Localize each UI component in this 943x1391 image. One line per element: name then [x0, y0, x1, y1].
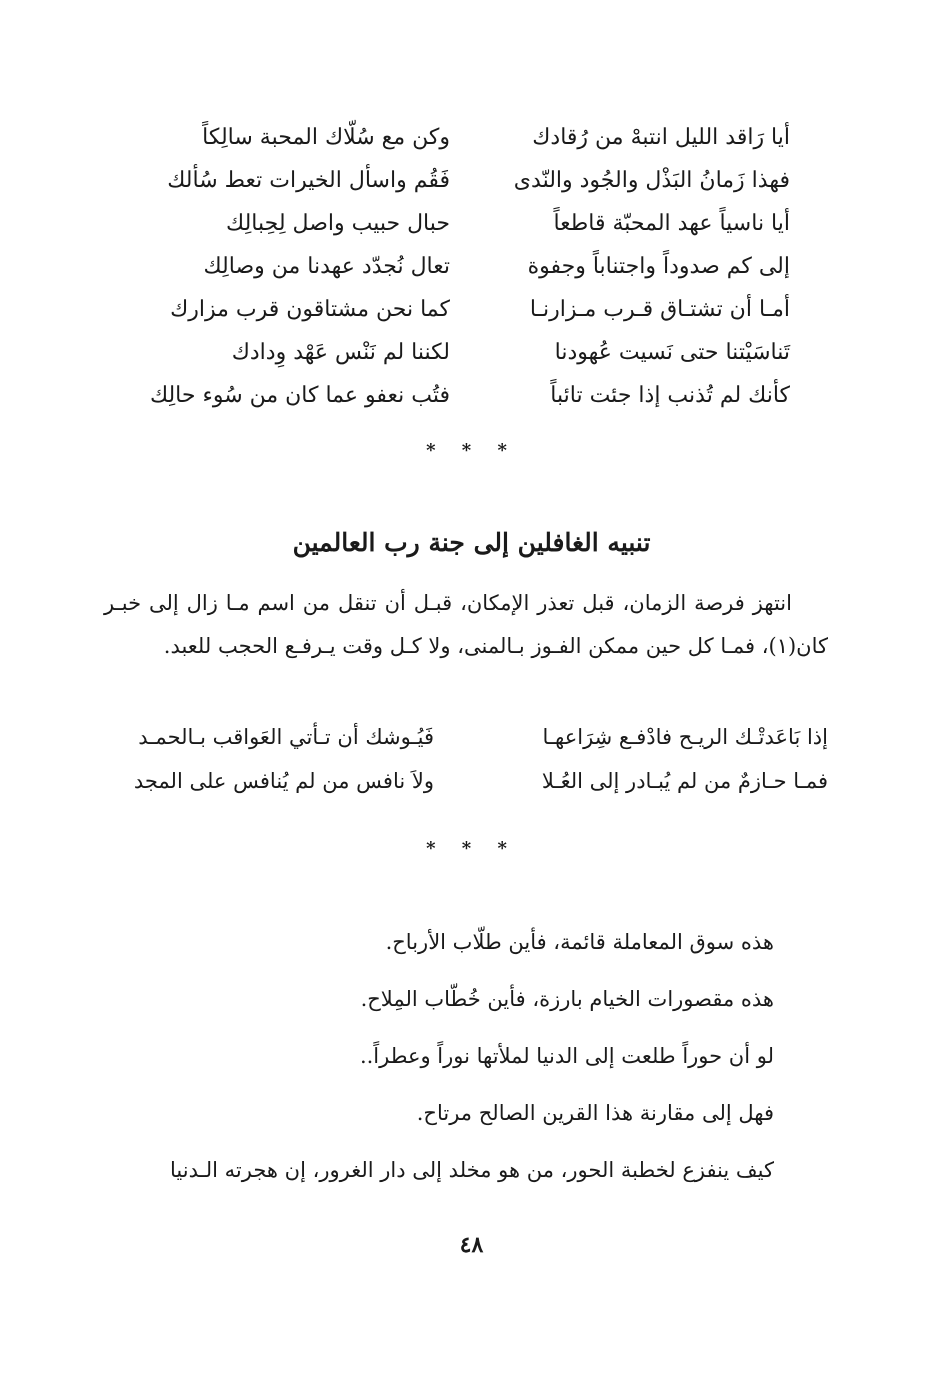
prose-paragraph — [104, 582, 828, 668]
verse-first-hemistich: إذا بَاعَدتْـك الريـح فادْفـع شِرَاعهـا — [542, 725, 828, 749]
poem-verse — [150, 383, 790, 426]
poem-stanza-1 — [150, 125, 790, 426]
saying-line: هذه سوق المعاملة قائمة، فأين طلّاب الأرباح. — [385, 930, 774, 954]
verse-first-hemistich: أيا ناسياً عهد المحبّة قاطعاً — [553, 211, 790, 236]
poem-verse — [104, 725, 828, 769]
section-separator: * * * — [426, 838, 517, 859]
poem-verse — [150, 340, 790, 383]
verse-first-hemistich: أمـا أن تشتـاق قـرب مـزارنـا — [529, 297, 790, 322]
verse-second-hemistich: كما نحن مشتاقون قرب مزارك — [170, 297, 450, 322]
verse-first-hemistich: فهذا زَمانُ البَذْل والجُود والنّدى — [513, 168, 790, 193]
saying-line: لو أن حوراً طلعت إلى الدنيا لملأتها نوراً وعطراً.. — [359, 1044, 774, 1068]
section-heading: تنبيه الغافلين إلى جنة رب العالمين — [292, 528, 651, 557]
verse-first-hemistich: أيا رَاقد الليل انتبهْ من رُقادك — [532, 125, 790, 150]
verse-first-hemistich: فمـا حـازمٌ من لم يُبـادر إلى العُـلا — [541, 769, 828, 793]
saying-line: كيف ينفزع لخطبة الحور، من هو مخلد إلى دار الغرور، إن هجرته الـدنيا — [169, 1158, 774, 1182]
verse-first-hemistich: تَناسَيْتنا حتى نَسيت عُهودنا — [554, 340, 790, 365]
poem-verse — [150, 125, 790, 168]
verse-second-hemistich: فتُب نعفو عما كان من سُوء حالِك — [149, 383, 450, 408]
verse-first-hemistich: كأنك لم تُذنب إذا جئت تائباً — [550, 383, 790, 408]
poem-verse — [150, 297, 790, 340]
verse-second-hemistich: تعال نُجدّد عهدنا من وصالِك — [203, 254, 450, 279]
page-number: ٤٨ — [459, 1232, 484, 1258]
verse-second-hemistich: حبال حبيب واصل لِحِبالِك — [226, 211, 450, 236]
verse-first-hemistich: إلى كم صدوداً واجتناباً وجفوة — [527, 254, 790, 279]
section-separator: * * * — [426, 440, 517, 461]
prose-text: انتهز فرصة الزمان، قبل تعذر الإمكان، قبـل أن تنقل من اسم مـا زال إلى خبـر كان(١)، فمـا كل حين ممكن الفـوز بـالمنى، ولا كـل وقت يـرفـع الحجب للعبد. — [104, 591, 828, 658]
poem-verse — [150, 254, 790, 297]
poem-stanza-2 — [104, 725, 828, 813]
verse-second-hemistich: فَيُـوشك أن تـأتي العَواقب بـالحمـد — [138, 725, 434, 749]
poem-verse — [150, 168, 790, 211]
saying-line: هذه مقصورات الخيام بارزة، فأين خُطّاب المِلاح. — [360, 987, 774, 1011]
verse-second-hemistich: فَقُم واسأل الخيرات تعط سُألك — [167, 168, 450, 193]
poem-verse — [150, 211, 790, 254]
verse-second-hemistich: ولاَ نافس من لم يُنافس على المجد — [133, 769, 434, 793]
verse-second-hemistich: وكن مع سُلّاك المحبة سالِكاً — [202, 125, 450, 150]
saying-line: فهل إلى مقارنة هذا القرين الصالح مرتاح. — [416, 1101, 774, 1125]
sayings-list — [104, 930, 774, 1215]
poem-verse — [104, 769, 828, 813]
verse-second-hemistich: لكننا لم نَنْس عَهْد وِدادك — [231, 340, 450, 365]
